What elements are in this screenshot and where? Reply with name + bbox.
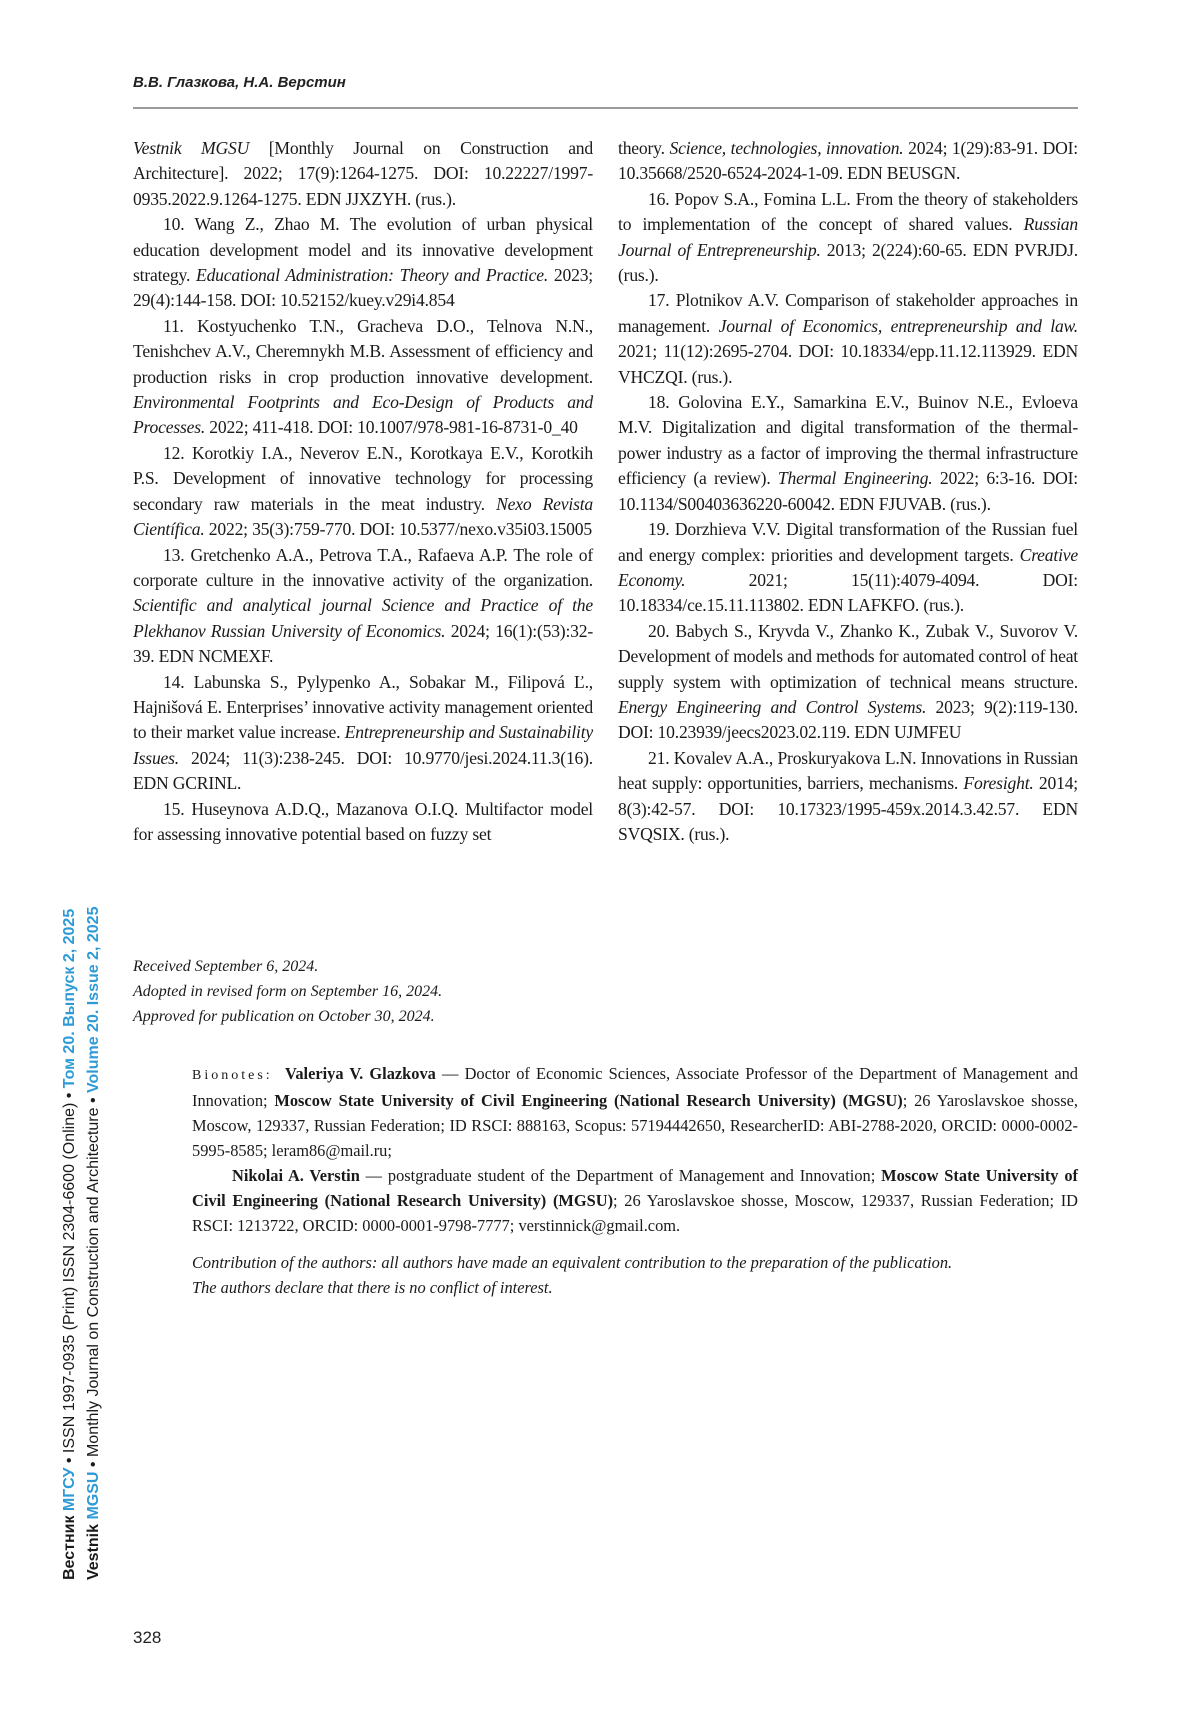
side-banner — [58, 907, 106, 1580]
reference-entry: 15. Huseynova A.D.Q., Mazanova O.I.Q. Multifactor model for assessing innovative potential based on fuzzy set — [133, 798, 593, 844]
bionote-author-1-text: Valeriya V. Glazkova — Doctor of Economic Sciences, Associate Professor of the Department of Management and Innovation; Moscow State University of Civil Engineering (National Research University) (MGSU); 26 Yaroslavskoe shosse, Moscow, 129337, Russian Federation; ID RSCI: 888163, Scopus: 57194442650, ResearcherID: ABI-2788-2020, ORCID: 0000-0002-5995-8585; leram86@mail.ru; — [192, 1064, 1078, 1160]
adopted-date: Adopted in revised form on September 16, 2024. — [133, 983, 443, 1000]
contribution-statement — [192, 1250, 1078, 1300]
page-number: 328 — [133, 1628, 162, 1647]
reference-entry: 10. Wang Z., Zhao M. The evolution of urban physical education development model and its innovative development strategy. Educational Administration: Theory and Practice. 2023; 29(4):144-158. DOI: 10.52152/kuey.v29i4.854 — [133, 214, 593, 311]
bionote-author-1 — [192, 1061, 1078, 1163]
bionotes-label: Bionotes: — [192, 1068, 273, 1083]
reference-entry: 11. Kostyuchenko T.N., Gracheva D.O., Telnova N.N., Tenishchev A.V., Cheremnykh M.B. Assessment of efficiency and production risks in crop production innovative development. Environmental Footprints and Eco-Design of Products and Processes. 2022; 411-418. DOI: 10.1007/978-981-16-8731-0_40 — [133, 315, 593, 438]
bionotes — [192, 1061, 1078, 1238]
received-date: Received September 6, 2024. — [133, 958, 319, 975]
reference-entry: 16. Popov S.A., Fomina L.L. From the theory of stakeholders to implementation of the concept of shared values. Russian Journal of Entrepreneurship. 2013; 2(224):60-65. EDN PVRJDJ. (rus.). — [618, 188, 1078, 286]
references-right-column — [618, 136, 1078, 847]
reference-entry: 19. Dorzhieva V.V. Digital transformation of the Russian fuel and energy complex: priorities and development targets. Creative Economy. 2021; 15(11):4079-4094. DOI: 10.18334/ce.15.11.113802. EDN LAFKFO. (rus.). — [618, 519, 1078, 616]
side-banner-russian: Вестник МГСУ • ISSN 1997-0935 (Print) ISSN 2304-6600 (Online) • Том 20. Выпуск 2, 2025 — [61, 908, 78, 1580]
references-left-column — [133, 136, 593, 847]
contribution-text: Contribution of the authors: all authors have made an equivalent contribution to the preparation of the publication. — [192, 1253, 953, 1272]
reference-entry: 14. Labunska S., Pylypenko A., Sobakar M., Filipová Ľ., Hajnišová E. Enterprises’ innovative activity management oriented to their market value increase. Entrepreneurship and Sustainability Issues. 2024; 11(3):238-245. DOI: 10.9770/jesi.2024.11.3(16). EDN GCRINL. — [133, 671, 593, 794]
running-header: В.В. Глазкова, Н.А. Верстин — [133, 74, 346, 91]
article-history — [133, 954, 733, 1029]
side-banner-english: Vestnik MGSU • Monthly Journal on Construction and Architecture • Volume 20. Issue 2, 2025 — [85, 906, 102, 1580]
reference-entry: 12. Korotkiy I.A., Neverov E.N., Korotkaya E.V., Korotkih P.S. Development of innovative technology for processing secondary raw materials in the meat industry. Nexo Revista Científica. 2022; 35(3):759-770. DOI: 10.5377/nexo.v35i03.15005 — [133, 442, 593, 540]
reference-entry: 20. Babych S., Kryvda V., Zhanko K., Zubak V., Suvorov V. Development of models and methods for automated control of heat supply system with optimization of technical means structure. Energy Engineering and Control Systems. 2023; 9(2):119-130. DOI: 10.23939/jeecs2023.02.119. EDN UJMFEU — [618, 620, 1078, 743]
reference-entry: 18. Golovina E.Y., Samarkina E.V., Buinov N.E., Evloeva M.V. Digitalization and digital transformation of the thermal-power industry as a factor of improving the thermal infrastructure efficiency (a review). Thermal Engineering. 2022; 6:3-16. DOI: 10.1134/S00403636220-60042. EDN FJUVAB. (rus.). — [618, 392, 1078, 514]
bionote-author-2: Nikolai A. Verstin — postgraduate student of the Department of Management and Innovation; Moscow State University of Civil Engineering (National Research University) (MGSU); 26 Yaroslavskoe shosse, Moscow, 129337, Russian Federation; ID RSCI: 1213722, ORCID: 0000-0001-9798-7777; verstinnick@gmail.com. — [192, 1166, 1079, 1235]
reference-entry: Vestnik MGSU [Monthly Journal on Construction and Architecture]. 2022; 17(9):1264-1275. DOI: 10.22227/1997-0935.2022.9.1264-1275. EDN JJXZYH. (rus.). — [133, 138, 593, 209]
approved-date: Approved for publication on October 30, 2024. — [133, 1008, 435, 1025]
reference-entry: 17. Plotnikov A.V. Comparison of stakeholder approaches in management. Journal of Economics, entrepreneurship and law. 2021; 11(12):2695-2704. DOI: 10.18334/epp.11.12.113929. EDN VHCZQI. (rus.). — [618, 290, 1078, 387]
reference-entry: 13. Gretchenko A.A., Petrova T.A., Rafaeva A.P. The role of corporate culture in the innovative activity of the organization. Scientific and analytical journal Science and Practice of the Plekhanov Russian University of Economics. 2024; 16(1):(53):32-39. EDN NCMEXF. — [133, 544, 593, 667]
reference-entry: theory. Science, technologies, innovation. 2024; 1(29):83-91. DOI: 10.35668/2520-6524-2024-1-09. EDN BEUSGN. — [618, 138, 1078, 184]
conflict-statement: The authors declare that there is no conflict of interest. — [192, 1278, 553, 1297]
reference-entry: 21. Kovalev A.A., Proskuryakova L.N. Innovations in Russian heat supply: opportunities, barriers, mechanisms. Foresight. 2014; 8(3):42-57. DOI: 10.17323/1995-459x.2014.3.42.57. EDN SVQSIX. (rus.). — [618, 747, 1078, 844]
header-divider — [133, 107, 1078, 109]
